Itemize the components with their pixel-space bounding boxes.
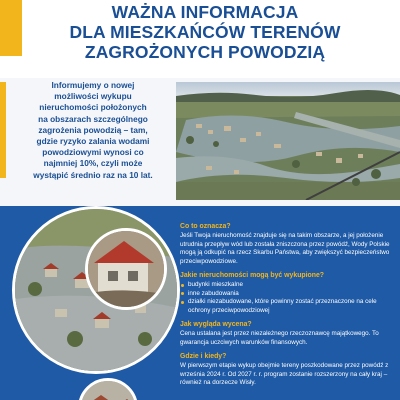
- header: [0, 0, 400, 78]
- info-content: [180, 222, 394, 393]
- title-line: ZAGROŻONYCH POWODZIĄ: [84, 42, 326, 62]
- intro-line: Informujemy o nowej: [51, 80, 135, 90]
- rooftops-photo: [78, 378, 138, 400]
- list-item: działki niezabudowane, które powinny zostać przeznaczone na cele ochrony przeciwpowodziowej: [180, 298, 394, 315]
- flood-aerial-illustration: [176, 82, 400, 200]
- intro-text: [8, 80, 178, 181]
- intro-line: nieruchomości położonych: [39, 102, 147, 113]
- list-item: budynki mieszkalne: [180, 281, 394, 290]
- section-text: Cena ustalana jest przez niezależnego rzeczoznawcę majątkowego. To gwarancja uczciwych warunków finansowych.: [180, 330, 379, 346]
- intro-line: możliwości wykupu: [54, 91, 132, 102]
- intro-section: [0, 78, 400, 206]
- yellow-accent-tab: [0, 0, 22, 56]
- title-line: WAŻNA INFORMACJA: [111, 2, 299, 22]
- section-text: W pierwszym etapie wykup obejmie tereny poszkodowane przez powódź z września 2024 r. Od 2027 r. r. program zostanie rozszerzony na cały kraj – również na dorzecze Wisły.: [180, 362, 389, 386]
- section-heading: Gdzie i kiedy?: [180, 353, 227, 360]
- section-heading: Jak wygląda wycena?: [180, 321, 252, 328]
- house-flood-photo: [85, 228, 167, 310]
- intro-box: [0, 78, 178, 196]
- info-panel: [0, 206, 400, 400]
- intro-line: wystąpić średnio raz na 10 lat.: [33, 169, 153, 180]
- flood-aerial-photo: [176, 82, 400, 200]
- property-type-list: [180, 281, 394, 315]
- page-title: [30, 2, 380, 62]
- intro-line: na obszarach szczególnego: [38, 113, 148, 124]
- intro-accent-bar: [0, 82, 6, 178]
- rooftops-illustration: [81, 381, 138, 400]
- title-line: DLA MIESZKAŃCÓW TERENÓW: [69, 22, 341, 42]
- intro-line: najmniej 10%, czyli może: [43, 158, 143, 169]
- section-text: Jeśli Twoja nieruchomość znajduje się na takim obszarze, a jej położenie utrudnia przepływ wód lub została zniszczona przez powódź, Wody Polskie mogą ją odkupić na rzecz Skarbu Państwa, aby zwiększyć bezpieczeństwo przeciwpowodziowe.: [180, 232, 390, 265]
- intro-line: gdzie ryzyko zalania wodami: [36, 136, 150, 147]
- section-heading: Jakie nieruchomości mogą być wykupione?: [180, 272, 324, 279]
- intro-line: powodziowymi wynosi co: [42, 147, 144, 158]
- section-heading: Co to oznacza?: [180, 223, 231, 230]
- list-item: inne zabudowania: [180, 290, 394, 299]
- intro-line: zagrożenia powodzią – tam,: [38, 124, 148, 135]
